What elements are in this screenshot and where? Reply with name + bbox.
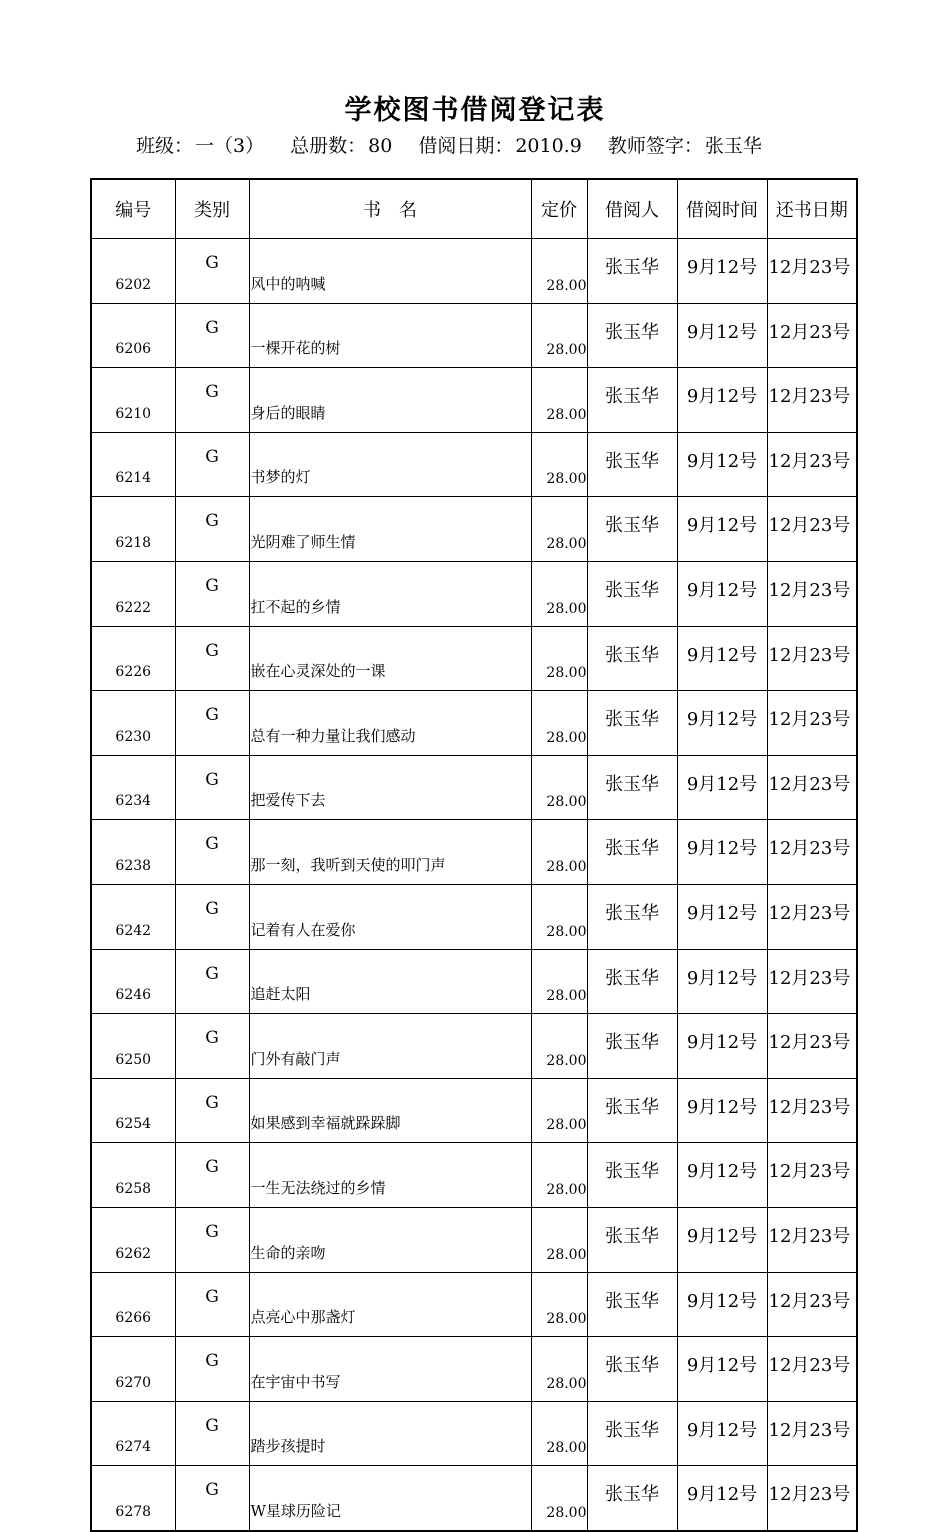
borrower-name: 张玉华	[587, 303, 677, 368]
borrower-name: 张玉华	[587, 1401, 677, 1466]
borrower-name: 张玉华	[587, 884, 677, 949]
book-title: 嵌在心灵深处的一课	[249, 626, 531, 691]
table-row	[91, 820, 857, 885]
book-number: 6210	[91, 368, 175, 433]
book-title: 生命的亲吻	[249, 1207, 531, 1272]
book-category: G	[175, 1466, 249, 1531]
table-row	[91, 691, 857, 756]
book-title: 把爱传下去	[249, 755, 531, 820]
book-title: 身后的眼睛	[249, 368, 531, 433]
borrower-name: 张玉华	[587, 1272, 677, 1337]
borrow-time: 9月12号	[677, 1337, 767, 1402]
borrow-time: 9月12号	[677, 303, 767, 368]
book-number: 6202	[91, 239, 175, 304]
book-number: 6258	[91, 1143, 175, 1208]
return-date: 12月23号	[767, 691, 857, 756]
borrow-time: 9月12号	[677, 691, 767, 756]
book-title: 总有一种力量让我们感动	[249, 691, 531, 756]
book-number: 6254	[91, 1078, 175, 1143]
book-category: G	[175, 1014, 249, 1079]
book-number: 6278	[91, 1466, 175, 1531]
borrower-name: 张玉华	[587, 949, 677, 1014]
return-date: 12月23号	[767, 1401, 857, 1466]
borrow-time: 9月12号	[677, 561, 767, 626]
borrower-name: 张玉华	[587, 1466, 677, 1531]
book-category: G	[175, 1401, 249, 1466]
teacher-value: 张玉华	[704, 135, 762, 157]
book-category: G	[175, 561, 249, 626]
book-price: 28.00	[531, 949, 587, 1014]
return-date: 12月23号	[767, 1078, 857, 1143]
borrower-name: 张玉华	[587, 1143, 677, 1208]
book-number: 6234	[91, 755, 175, 820]
book-price: 28.00	[531, 239, 587, 304]
borrower-name: 张玉华	[587, 755, 677, 820]
table-row	[91, 1143, 857, 1208]
borrower-name: 张玉华	[587, 368, 677, 433]
borrower-name: 张玉华	[587, 1014, 677, 1079]
book-category: G	[175, 1078, 249, 1143]
borrow-time: 9月12号	[677, 884, 767, 949]
return-date: 12月23号	[767, 884, 857, 949]
book-number: 6230	[91, 691, 175, 756]
book-number: 6270	[91, 1337, 175, 1402]
return-date: 12月23号	[767, 626, 857, 691]
borrower-name: 张玉华	[587, 561, 677, 626]
borrow-time: 9月12号	[677, 239, 767, 304]
borrow-time: 9月12号	[677, 1078, 767, 1143]
column-header-number: 编号	[91, 179, 175, 239]
borrower-name: 张玉华	[587, 1207, 677, 1272]
book-price: 28.00	[531, 1272, 587, 1337]
book-title: 记着有人在爱你	[249, 884, 531, 949]
return-date: 12月23号	[767, 432, 857, 497]
borrower-name: 张玉华	[587, 432, 677, 497]
page-title: 学校图书借阅登记表	[344, 95, 606, 126]
book-title: 在宇宙中书写	[249, 1337, 531, 1402]
table-row	[91, 1078, 857, 1143]
borrow-time: 9月12号	[677, 1466, 767, 1531]
borrow-time: 9月12号	[677, 1143, 767, 1208]
date-value: 2010.9	[515, 135, 582, 157]
table-row	[91, 497, 857, 562]
borrow-time: 9月12号	[677, 1272, 767, 1337]
book-category: G	[175, 820, 249, 885]
return-date: 12月23号	[767, 561, 857, 626]
book-category: G	[175, 884, 249, 949]
teacher-label: 教师签字：	[607, 135, 703, 157]
book-title: 如果感到幸福就跺跺脚	[249, 1078, 531, 1143]
return-date: 12月23号	[767, 1207, 857, 1272]
borrower-name: 张玉华	[587, 820, 677, 885]
borrow-time: 9月12号	[677, 432, 767, 497]
book-category: G	[175, 755, 249, 820]
return-date: 12月23号	[767, 1337, 857, 1402]
book-number: 6262	[91, 1207, 175, 1272]
class-label: 班级：	[136, 135, 194, 157]
table-row	[91, 949, 857, 1014]
column-header-category: 类别	[175, 179, 249, 239]
borrow-time: 9月12号	[677, 949, 767, 1014]
book-price: 28.00	[531, 1143, 587, 1208]
column-header-price: 定价	[531, 179, 587, 239]
return-date: 12月23号	[767, 820, 857, 885]
book-price: 28.00	[531, 755, 587, 820]
book-price: 28.00	[531, 691, 587, 756]
book-title: 那一刻，我听到天使的叩门声	[249, 820, 531, 885]
book-category: G	[175, 303, 249, 368]
table-row	[91, 368, 857, 433]
class-value: 一（3）	[195, 135, 265, 157]
table-row	[91, 1337, 857, 1402]
book-title: 点亮心中那盏灯	[249, 1272, 531, 1337]
return-date: 12月23号	[767, 755, 857, 820]
book-number: 6274	[91, 1401, 175, 1466]
book-title: 光阴难了师生情	[249, 497, 531, 562]
column-header-borrower: 借阅人	[587, 179, 677, 239]
column-header-borrow-time: 借阅时间	[677, 179, 767, 239]
table-row	[91, 239, 857, 304]
book-price: 28.00	[531, 1078, 587, 1143]
table-row	[91, 755, 857, 820]
book-price: 28.00	[531, 432, 587, 497]
book-number: 6266	[91, 1272, 175, 1337]
borrow-time: 9月12号	[677, 497, 767, 562]
return-date: 12月23号	[767, 239, 857, 304]
book-category: G	[175, 368, 249, 433]
book-price: 28.00	[531, 1337, 587, 1402]
book-title: 踏步孩提时	[249, 1401, 531, 1466]
book-category: G	[175, 949, 249, 1014]
book-number: 6222	[91, 561, 175, 626]
book-title: W星球历险记	[249, 1466, 531, 1531]
table-header-row	[91, 179, 857, 239]
book-title: 一生无法绕过的乡情	[249, 1143, 531, 1208]
book-price: 28.00	[531, 497, 587, 562]
borrow-time: 9月12号	[677, 368, 767, 433]
return-date: 12月23号	[767, 949, 857, 1014]
book-price: 28.00	[531, 561, 587, 626]
book-number: 6214	[91, 432, 175, 497]
borrow-time: 9月12号	[677, 1014, 767, 1079]
book-category: G	[175, 1337, 249, 1402]
borrow-time: 9月12号	[677, 626, 767, 691]
total-value: 80	[368, 135, 393, 157]
borrow-time: 9月12号	[677, 1401, 767, 1466]
return-date: 12月23号	[767, 1272, 857, 1337]
book-category: G	[175, 432, 249, 497]
book-category: G	[175, 626, 249, 691]
borrow-time: 9月12号	[677, 820, 767, 885]
book-category: G	[175, 1272, 249, 1337]
book-price: 28.00	[531, 1014, 587, 1079]
book-title: 一棵开花的树	[249, 303, 531, 368]
return-date: 12月23号	[767, 368, 857, 433]
borrower-name: 张玉华	[587, 1078, 677, 1143]
return-date: 12月23号	[767, 497, 857, 562]
book-price: 28.00	[531, 1466, 587, 1531]
book-title: 门外有敲门声	[249, 1014, 531, 1079]
book-price: 28.00	[531, 368, 587, 433]
table-row	[91, 1401, 857, 1466]
book-category: G	[175, 1207, 249, 1272]
book-price: 28.00	[531, 303, 587, 368]
book-title: 风中的呐喊	[249, 239, 531, 304]
book-category: G	[175, 497, 249, 562]
book-number: 6250	[91, 1014, 175, 1079]
book-number: 6206	[91, 303, 175, 368]
borrower-name: 张玉华	[587, 239, 677, 304]
table-row	[91, 884, 857, 949]
borrow-time: 9月12号	[677, 755, 767, 820]
book-price: 28.00	[531, 1207, 587, 1272]
book-title: 扛不起的乡情	[249, 561, 531, 626]
borrower-name: 张玉华	[587, 691, 677, 756]
borrower-name: 张玉华	[587, 626, 677, 691]
table-row	[91, 303, 857, 368]
book-category: G	[175, 1143, 249, 1208]
borrower-name: 张玉华	[587, 1337, 677, 1402]
table-row	[91, 1272, 857, 1337]
book-category: G	[175, 691, 249, 756]
column-header-return-date: 还书日期	[767, 179, 857, 239]
return-date: 12月23号	[767, 1014, 857, 1079]
book-number: 6218	[91, 497, 175, 562]
header-info	[136, 131, 764, 158]
total-label: 总册数：	[290, 135, 367, 157]
date-label: 借阅日期：	[418, 135, 514, 157]
book-number: 6246	[91, 949, 175, 1014]
book-number: 6238	[91, 820, 175, 885]
book-title: 书梦的灯	[249, 432, 531, 497]
table-row	[91, 1014, 857, 1079]
table-row	[91, 1466, 857, 1531]
table-row	[91, 432, 857, 497]
book-price: 28.00	[531, 1401, 587, 1466]
book-price: 28.00	[531, 820, 587, 885]
book-number: 6242	[91, 884, 175, 949]
borrow-time: 9月12号	[677, 1207, 767, 1272]
table-row	[91, 1207, 857, 1272]
book-price: 28.00	[531, 626, 587, 691]
column-header-title: 书 名	[249, 179, 531, 239]
borrow-register-table	[90, 178, 858, 1532]
table-row	[91, 561, 857, 626]
book-category: G	[175, 239, 249, 304]
return-date: 12月23号	[767, 1466, 857, 1531]
borrower-name: 张玉华	[587, 497, 677, 562]
table-row	[91, 626, 857, 691]
book-number: 6226	[91, 626, 175, 691]
book-price: 28.00	[531, 884, 587, 949]
return-date: 12月23号	[767, 1143, 857, 1208]
book-title: 追赶太阳	[249, 949, 531, 1014]
return-date: 12月23号	[767, 303, 857, 368]
